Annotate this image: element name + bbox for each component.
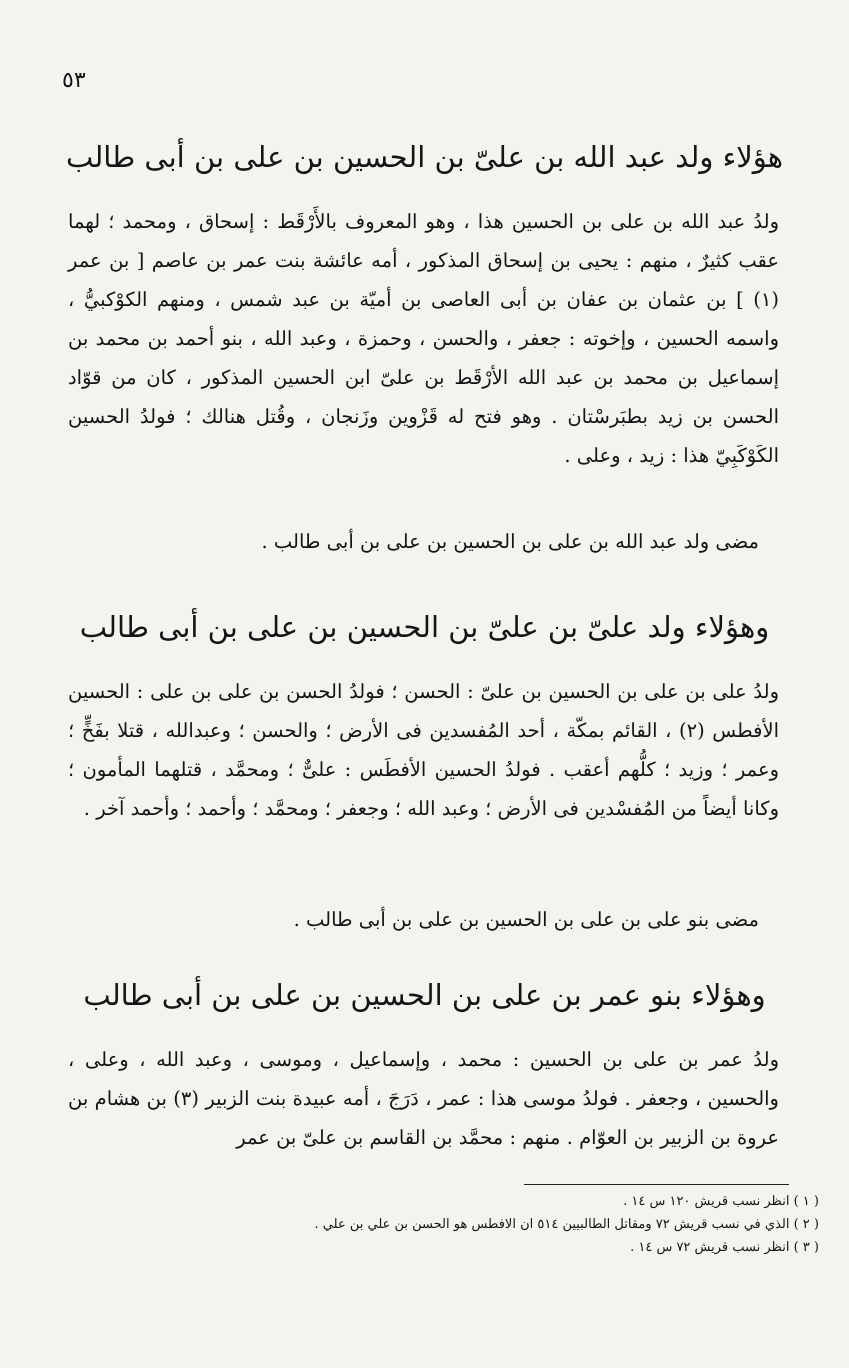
section-title-3: وهؤلاء بنو عمر بن على بن الحسين بن على بن أبى طالب — [83, 978, 766, 1012]
section-paragraph-1: ولدُ عبد الله بن على بن الحسين هذا ، وهو المعروف بالأَرْقَط : إسحاق ، ومحمد ؛ لهما عقب كثيرٌ ، منهم : يحيى بن إسحاق المذكور ، أمه عائشة بنت عمر بن عاصم [ بن عمر (١) ] بن عثمان بن عفان بن أبى العاصى بن أميّة بن عبد شمس ، ومنهم الكوْكبيُّ ، واسمه الحسين ، وإخوته : جعفر ، والحسن ، وحمزة ، وعبد الله ، بنو أحمد بن محمد بن إسماعيل بن محمد بن عبد الله الأرْقَط بن علىّ ابن الحسين المذكور ، كان من قوّاد الحسن بن زيد بطبَرسْتان . وهو فتح له قَزْوين وزَنجان ، وقُتل هنالك ؛ فولدُ الحسين الكَوْكَبِيّ هذا : زيد ، وعلى . — [68, 210, 779, 467]
section-title-1: هؤلاء ولد عبد الله بن علىّ بن الحسين بن على بن أبى طالب — [65, 140, 784, 174]
page-number: ٥٣ — [62, 68, 86, 93]
footnote-2: ( ٢ ) الذي في نسب قريش ٧٢ ومقاتل الطالبيين ٥١٤ ان الافطس هو الحسن بن علي بن علي . — [314, 1217, 819, 1232]
section-ending-2: مضى بنو على بن على بن الحسين بن على بن أبى طالب . — [293, 908, 759, 931]
section-ending-1: مضى ولد عبد الله بن على بن الحسين بن على بن أبى طالب . — [261, 530, 759, 553]
footnote-divider — [524, 1184, 789, 1185]
section-title-2: وهؤلاء ولد علىّ بن علىّ بن الحسين بن على بن أبى طالب — [79, 610, 770, 644]
footnote-1: ( ١ ) انظر نسب قريش ١٢٠ س ١٤ . — [623, 1194, 819, 1209]
section-paragraph-3: ولدُ عمر بن على بن الحسين : محمد ، وإسماعيل ، وموسى ، وعبد الله ، وعلى ، والحسين ، وجعفر . فولدُ موسى هذا : عمر ، دَرَجَ ، أمه عبيدة بنت الزبير (٣) بن هشام بن عروة بن الزبير بن العوّام . منهم : محمَّد بن القاسم بن علىّ بن عمر — [68, 1048, 779, 1149]
footnotes — [24, 1190, 819, 1259]
section-paragraph-2: ولدُ على بن على بن الحسين بن علىّ : الحسن ؛ فولدُ الحسن بن على بن على : الحسين الأفطس (٢) ، القائم بمكّة ، أحد المُفسدين فى الأرض ؛ والحسن ؛ وعبدالله ، قتلا بفَخٍّ ؛ وعمر ؛ وزيد ؛ كلُّهم أعقب . فولدُ الحسين الأفطَس : علىٌّ ؛ ومحمَّد ، قتلهما المأمون ؛ وكانا أيضاً من المُفسْدين فى الأرض ؛ وعبد الله ؛ وجعفر ؛ ومحمَّد ؛ وأحمد ؛ وأحمد آخر . — [68, 680, 780, 820]
footnote-3: ( ٣ ) انظر نسب قريش ٧٢ س ١٤ . — [630, 1240, 819, 1255]
